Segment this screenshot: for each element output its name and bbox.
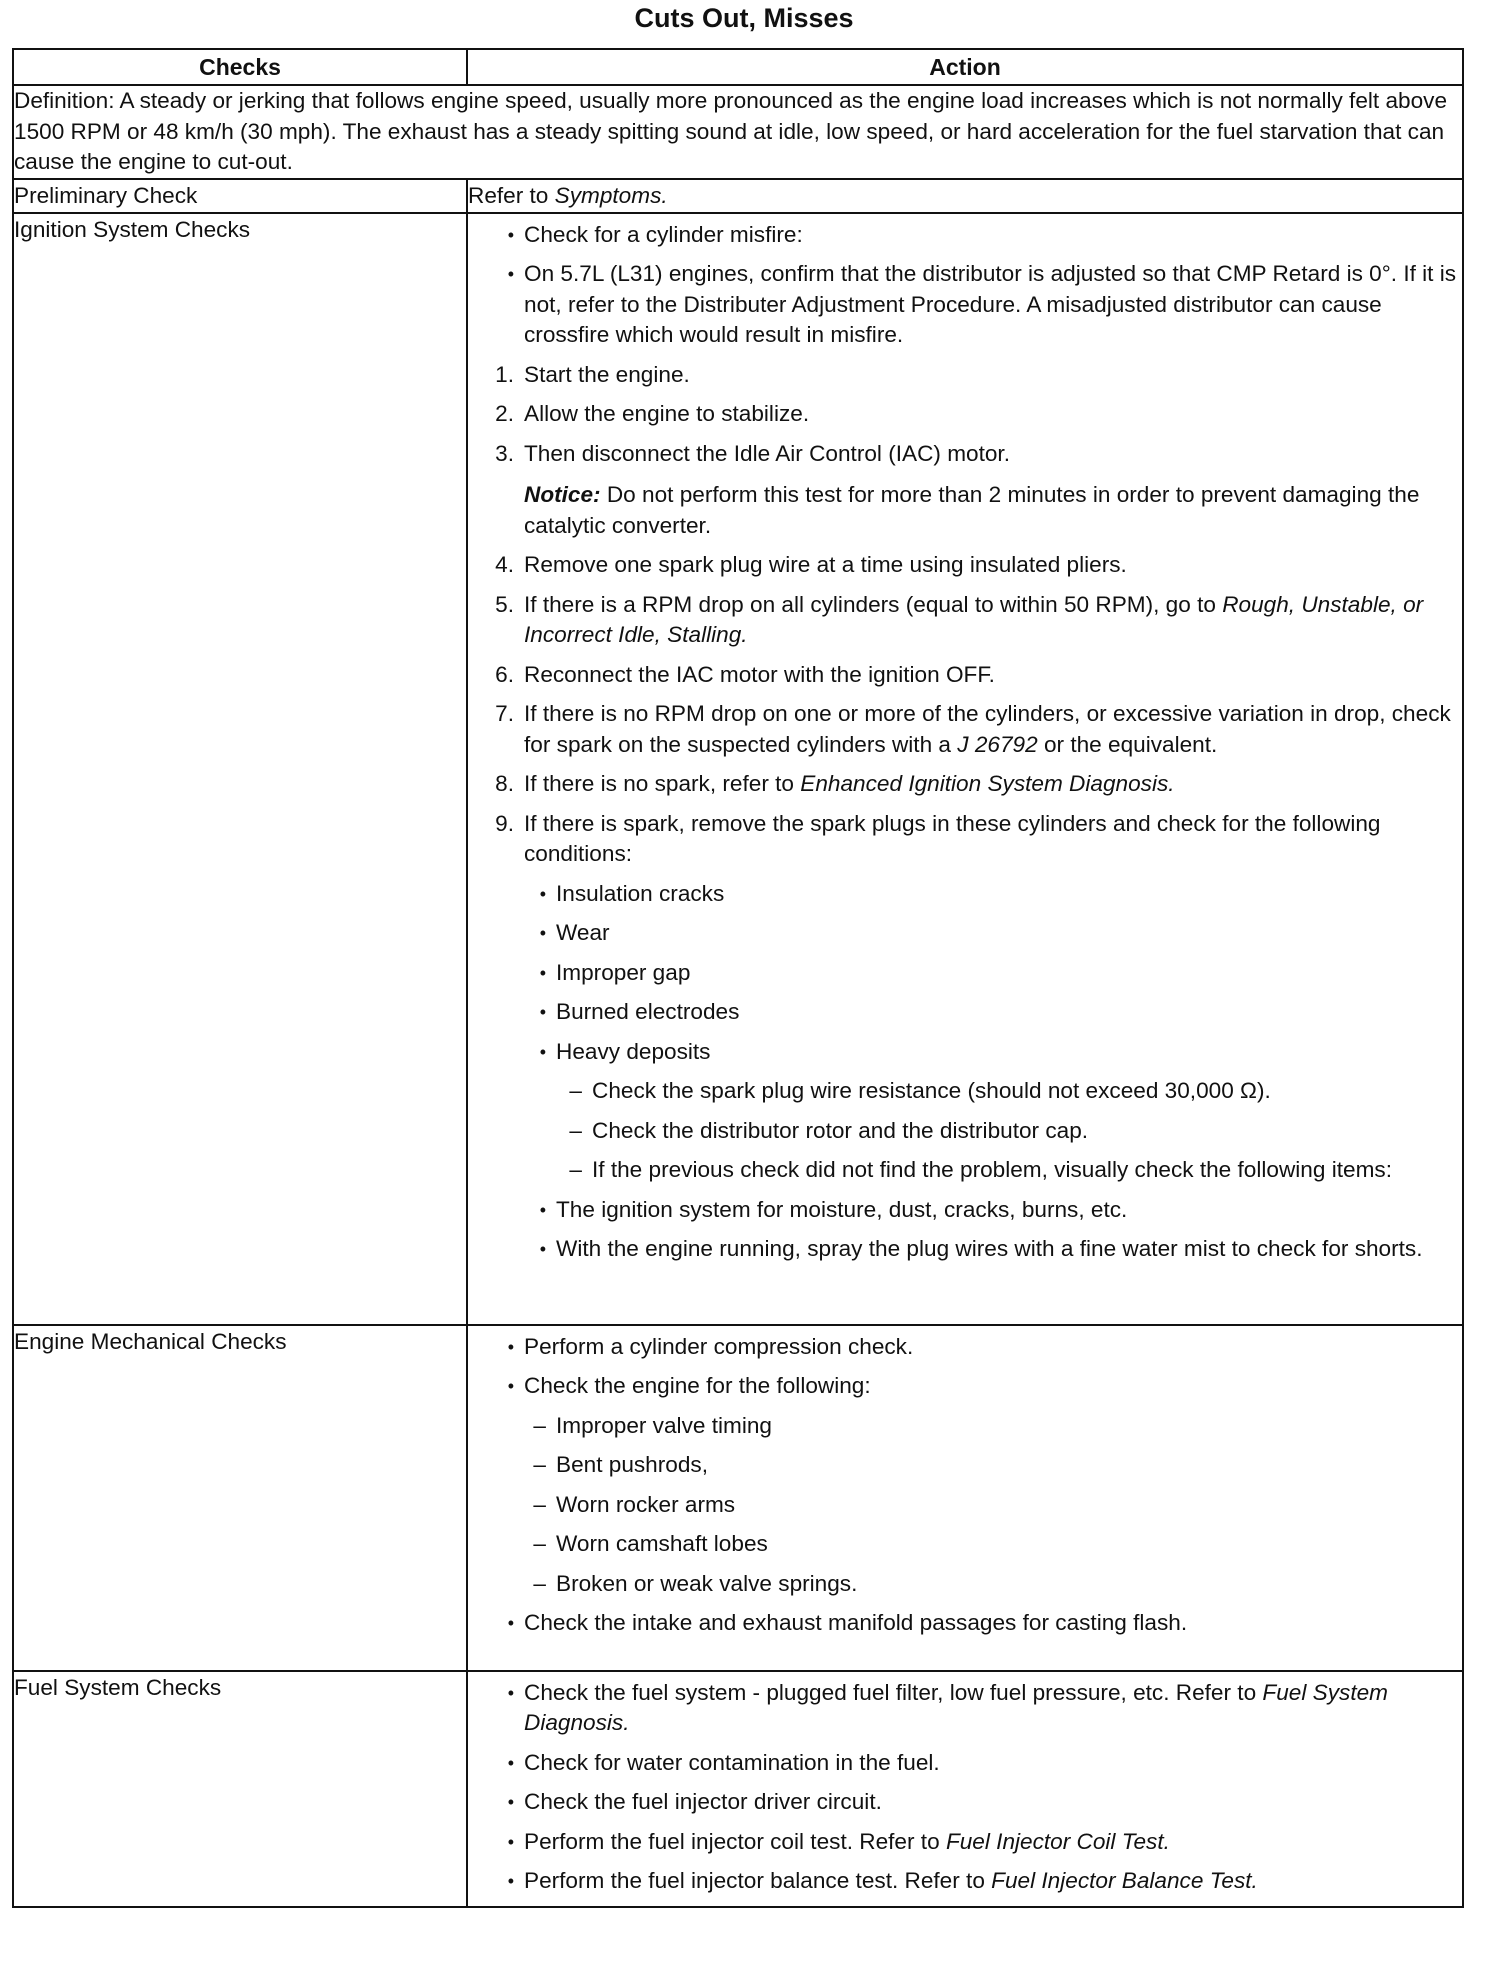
list-item: • Heavy deposits — [468, 1037, 1462, 1068]
bullet-marker: • — [507, 1613, 514, 1633]
bullet-marker: • — [507, 1682, 514, 1703]
list-item: – Bent pushrods, — [468, 1450, 1462, 1481]
list-item: • Check for water contamination in the fuel. — [468, 1748, 1462, 1779]
step-item: 3. Then disconnect the Idle Air Control (IAC) motor. — [468, 439, 1462, 470]
header-row — [13, 49, 1463, 85]
step-number: 6. — [495, 661, 514, 687]
bullet-marker: • — [539, 1002, 546, 1022]
bullet-marker: • — [507, 264, 514, 284]
definition-text: Definition: A steady or jerking that follows engine speed, usually more pronounced as the engine load increases which is not normally felt above 1500 RPM or 48 km/h (30 mph). The exhaust has a steady spitting sound at idle, low speed, or hard acceleration for the fuel starvation that can cause the engine to cut-out. — [13, 85, 1463, 179]
fuel-row — [13, 1671, 1463, 1907]
bullet-marker: • — [507, 1792, 514, 1812]
bullet-marker: • — [539, 1041, 546, 1062]
step-number: 9. — [495, 810, 514, 836]
ignition-check-label: Ignition System Checks — [13, 213, 467, 1325]
preliminary-check-label: Preliminary Check — [13, 179, 467, 213]
notice: Notice: Do not perform this test for more than 2 minutes in order to prevent damaging the catalytic converter. — [524, 482, 1420, 538]
dash-marker: – — [533, 1491, 546, 1517]
list-item: – Improper valve timing — [468, 1411, 1462, 1442]
step-number: 3. — [495, 440, 514, 466]
list-item: – Worn rocker arms — [468, 1490, 1462, 1521]
fuel-check-label: Fuel System Checks — [13, 1671, 467, 1907]
step-number: 4. — [495, 552, 514, 577]
bullet-marker: • — [507, 1376, 514, 1396]
bullet-marker: • — [539, 962, 546, 983]
notice-label: Notice: — [524, 482, 601, 507]
list-item: • Improper gap — [468, 958, 1462, 989]
list-item: • Insulation cracks — [468, 879, 1462, 910]
step-number: 8. — [495, 771, 514, 796]
list-item: – If the previous check did not find the problem, visually check the following items: — [468, 1155, 1462, 1186]
bullet-marker: • — [507, 224, 514, 245]
balance-test-reference: Fuel Injector Balance Test. — [991, 1868, 1258, 1893]
list-item: • Wear — [468, 918, 1462, 949]
list-item: – Broken or weak valve springs. — [468, 1569, 1462, 1600]
mechanical-check-label: Engine Mechanical Checks — [13, 1325, 467, 1671]
step-item: 8. If there is no spark, refer to Enhanced Ignition System Diagnosis. — [468, 769, 1462, 800]
fuel-action — [467, 1671, 1463, 1907]
dash-marker: – — [533, 1452, 546, 1477]
preliminary-action-text: Refer to — [468, 182, 555, 208]
dash-marker: – — [569, 1157, 582, 1182]
list-item: – Worn camshaft lobes — [468, 1529, 1462, 1560]
step-number: 5. — [495, 591, 514, 617]
preliminary-row — [13, 179, 1463, 213]
action-column-header: Action — [467, 49, 1463, 85]
step-item: 5. If there is a RPM drop on all cylinders (equal to within 50 RPM), go to Rough, Unstable, or Incorrect Idle, Stalling. — [468, 590, 1462, 651]
step-item: 7. If there is no RPM drop on one or more of the cylinders, or excessive variation in drop, check for spark on the suspected cylinders with a J 26792 or the equivalent. — [468, 699, 1462, 760]
list-item: • Burned electrodes — [468, 997, 1462, 1028]
dash-marker: – — [569, 1078, 582, 1103]
rough-idle-reference: Rough, Unstable, or Incorrect Idle, Stalling. — [524, 591, 1424, 647]
bullet-marker: • — [507, 1831, 514, 1852]
list-item: • Check the fuel system - plugged fuel filter, low fuel pressure, etc. Refer to Fuel System Diagnosis. — [468, 1678, 1462, 1739]
checks-column-header: Checks — [13, 49, 467, 85]
list-item: – Check the distributor rotor and the distributor cap. — [468, 1116, 1462, 1147]
list-item: • The ignition system for moisture, dust, cracks, burns, etc. — [468, 1195, 1462, 1226]
dash-marker: – — [533, 1412, 546, 1438]
bullet-marker: • — [507, 1752, 514, 1773]
page-title: Cuts Out, Misses — [634, 3, 854, 33]
dash-marker: – — [533, 1531, 546, 1556]
step-number: 7. — [495, 701, 514, 726]
step-item: 2. Allow the engine to stabilize. — [468, 399, 1462, 430]
bullet-marker: • — [507, 1336, 514, 1357]
bullet-marker: • — [507, 1871, 514, 1891]
mechanical-action — [467, 1325, 1463, 1671]
fuel-diagnosis-reference: Fuel System Diagnosis. — [524, 1679, 1388, 1735]
list-item: • Check the intake and exhaust manifold passages for casting flash. — [468, 1608, 1462, 1639]
step-item: 6. Reconnect the IAC motor with the ignition OFF. — [468, 660, 1462, 691]
bullet-marker: • — [539, 1199, 546, 1220]
bullet-marker: • — [539, 883, 546, 904]
preliminary-action — [467, 179, 1463, 213]
ignition-action — [467, 213, 1463, 1325]
dash-marker: – — [569, 1117, 582, 1143]
list-item: • Check the engine for the following: — [468, 1371, 1462, 1402]
list-item: • Perform the fuel injector balance test. Refer to Fuel Injector Balance Test. — [468, 1866, 1462, 1897]
tool-reference: J 26792 — [957, 731, 1038, 757]
step-number: 1. — [495, 361, 514, 387]
step-item: 9. If there is spark, remove the spark plugs in these cylinders and check for the following conditions: — [468, 809, 1462, 870]
step-number: 2. — [495, 401, 514, 426]
definition-row — [13, 85, 1463, 179]
mechanical-row — [13, 1325, 1463, 1671]
list-item: • Perform the fuel injector coil test. Refer to Fuel Injector Coil Test. — [468, 1827, 1462, 1858]
list-item: • With the engine running, spray the plug wires with a fine water mist to check for shorts. — [468, 1234, 1462, 1265]
ignition-row — [13, 213, 1463, 1325]
diagnosis-table — [12, 48, 1464, 1908]
ignition-diagnosis-reference: Enhanced Ignition System Diagnosis. — [800, 771, 1175, 796]
dash-marker: – — [533, 1570, 546, 1596]
list-item: – Check the spark plug wire resistance (should not exceed 30,000 Ω). — [468, 1076, 1462, 1107]
list-item: • Perform a cylinder compression check. — [468, 1332, 1462, 1363]
bullet-marker: • — [539, 1239, 546, 1259]
list-item: • Check for a cylinder misfire: — [468, 220, 1462, 251]
step-item: 1. Start the engine. — [468, 360, 1462, 391]
coil-test-reference: Fuel Injector Coil Test. — [945, 1828, 1170, 1854]
list-item: • Check the fuel injector driver circuit. — [468, 1787, 1462, 1818]
bullet-marker: • — [539, 923, 546, 943]
step-item: 4. Remove one spark plug wire at a time using insulated pliers. — [468, 550, 1462, 581]
symptoms-reference: Symptoms. — [554, 182, 668, 208]
list-item: • On 5.7L (L31) engines, confirm that the distributor is adjusted so that CMP Retard is 0°. If it is not, refer to the Distributer Adjustment Procedure. A misadjusted distributor can cause crossfire which would result in misfire. — [468, 259, 1462, 351]
